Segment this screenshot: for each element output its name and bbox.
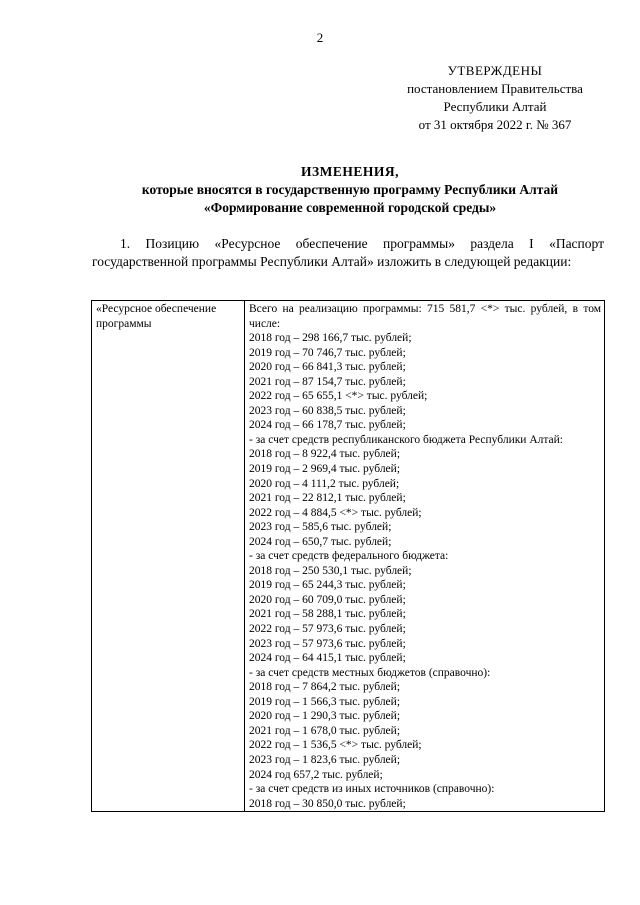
table-line: 2019 год – 70 746,7 тыс. рублей; (249, 346, 406, 359)
table-line: 2020 год – 66 841,3 тыс. рублей; (249, 361, 406, 374)
heading-line-3: «Формирование современной городской среды» (203, 200, 497, 215)
table-line: 2022 год – 4 884,5 <*> тыс. рублей; (249, 506, 422, 519)
resource-table (91, 300, 605, 812)
table-left-cell: «Ресурсное обеспечение программы (92, 301, 245, 812)
table-line: 2019 год – 65 244,3 тыс. рублей; (249, 579, 406, 592)
table-line: 2019 год – 1 566,3 тыс. рублей; (249, 695, 401, 708)
table-line: 2020 год – 1 290,3 тыс. рублей; (249, 710, 401, 723)
table-line: - за счет средств местных бюджетов (справочно): (249, 666, 491, 679)
approval-line-1: постановлением Правительства (407, 81, 583, 96)
table-row (92, 301, 605, 812)
table-line: - за счет средств федерального бюджета: (249, 550, 449, 563)
table-line: 2021 год – 87 154,7 тыс. рублей; (249, 375, 406, 388)
table-line: - за счет средств из иных источников (справочно): (249, 783, 495, 796)
approval-title: УТВЕРЖДЕНЫ (447, 63, 543, 78)
table-right-cell (245, 301, 605, 812)
table-line: 2023 год – 585,6 тыс. рублей; (249, 521, 392, 534)
table-line: 2018 год – 250 530,1 тыс. рублей; (249, 564, 412, 577)
table-line: 2023 год – 57 973,6 тыс. рублей; (249, 637, 406, 650)
table-line: 2020 год – 60 709,0 тыс. рублей; (249, 593, 406, 606)
approval-line-3: от 31 октября 2022 г. № 367 (418, 117, 572, 132)
page-number: 2 (316, 30, 324, 45)
intro-paragraph: 1. Позицию «Ресурсное обеспечение программы» раздела I «Паспорт государственной программы Республики Алтай» изложить в следующей редакции: (92, 236, 604, 269)
approval-line-2: Республики Алтай (443, 99, 547, 114)
table-line: 2018 год – 8 922,4 тыс. рублей; (249, 448, 401, 461)
table-line: 2022 год – 57 973,6 тыс. рублей; (249, 623, 406, 636)
table-line: 2019 год – 2 969,4 тыс. рублей; (249, 463, 401, 476)
table-line: 2023 год – 60 838,5 тыс. рублей; (249, 404, 406, 417)
table-line: 2022 год – 1 536,5 <*> тыс. рублей; (249, 739, 422, 752)
approval-block (390, 62, 600, 134)
table-line: - за счет средств республиканского бюджета Республики Алтай: (249, 433, 564, 446)
table-line: 2020 год – 4 111,2 тыс. рублей; (249, 477, 400, 490)
table-line: 2024 год – 66 178,7 тыс. рублей; (249, 419, 406, 432)
heading-line-2: которые вносятся в государственную программу Республики Алтай (141, 182, 559, 197)
table-line: 2021 год – 1 678,0 тыс. рублей; (249, 724, 401, 737)
heading-title: ИЗМЕНЕНИЯ, (300, 164, 399, 179)
document-heading (60, 163, 640, 217)
table-line: 2024 год 657,2 тыс. рублей; (249, 768, 383, 781)
table-line: 2018 год – 7 864,2 тыс. рублей; (249, 681, 401, 694)
table-line: Всего на реализацию программы: 715 581,7 <*> тыс. рублей, в том числе: (249, 303, 601, 330)
table-line: 2022 год – 65 655,1 <*> тыс. рублей; (249, 390, 428, 403)
table-line: 2023 год – 1 823,6 тыс. рублей; (249, 753, 401, 766)
table-line: 2021 год – 58 288,1 тыс. рублей; (249, 608, 406, 621)
table-line: 2018 год – 298 166,7 тыс. рублей; (249, 332, 412, 345)
table-line: 2024 год – 650,7 тыс. рублей; (249, 535, 392, 548)
table-line: 2021 год – 22 812,1 тыс. рублей; (249, 492, 406, 505)
table-line: 2018 год – 30 850,0 тыс. рублей; (249, 797, 406, 810)
table-line: 2024 год – 64 415,1 тыс. рублей; (249, 652, 406, 665)
